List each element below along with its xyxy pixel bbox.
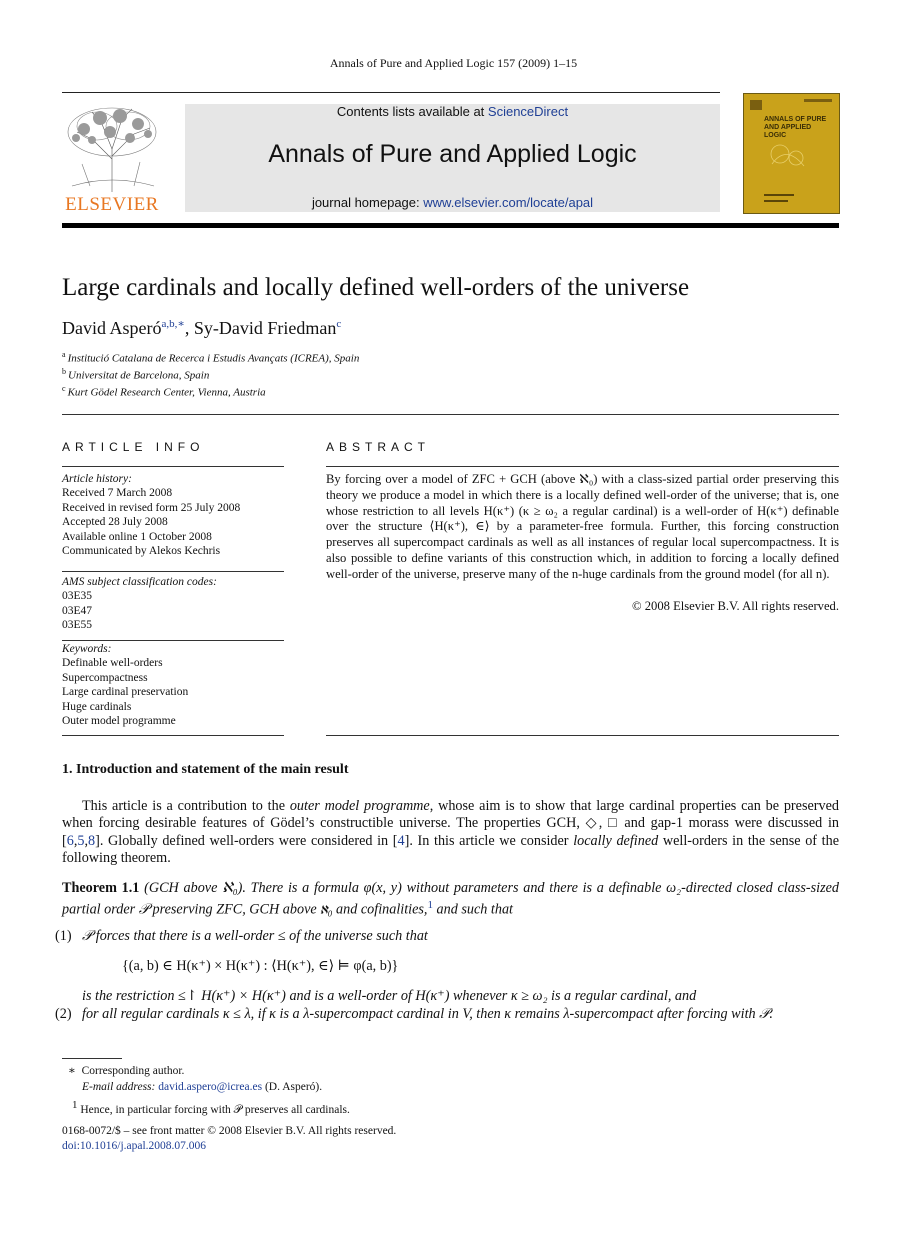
section-heading: 1. Introduction and statement of the main result <box>62 762 349 777</box>
article-info-heading: ARTICLE INFO <box>62 440 205 454</box>
citation-link[interactable]: 6 <box>66 832 74 849</box>
item-number: (1) <box>55 928 72 944</box>
keyword: Large cardinal preservation <box>62 686 189 699</box>
contents-line: Contents lists available at ScienceDirect <box>336 104 569 119</box>
top-rule <box>62 92 720 93</box>
footnote-email: E-mail address: david.aspero@icrea.es (D. Asperó). <box>82 1081 323 1093</box>
info-rule <box>62 735 284 736</box>
history-item: Communicated by Alekos Kechris <box>62 545 221 558</box>
keyword: Definable well-orders <box>62 657 163 670</box>
item-text-continued: is the restriction ≤↾ H(κ⁺) × H(κ⁺) and is a well-order of H(κ⁺) whenever κ ≥ ω₂ is a regular cardinal, and <box>82 988 697 1004</box>
history-item: Received 7 March 2008 <box>62 487 173 500</box>
abstract-text: By forcing over a model of ZFC + GCH (above ℵ₀) with a class-sized partial order preserving this theory we produce a model in which there is a locally defined well-order of the universe; that is, one whose restriction to all levels H(κ⁺) (κ ≥ ω₂ a regular cardinal) is a well-order of H(κ⁺) definable over the structure ⟨H(κ⁺), ∈⟩ by a parameter-free formula. Further, this forcing construction preserves all supercompact cardinals as well as all instances of regular local supercompactness. It is also possible to define variants of this construction which, in addition to forcing a locally defined well-order of the universe, preserve many of the n-huge cardinals from the ground model (for all n). <box>326 472 839 581</box>
abstract-rule <box>326 466 839 467</box>
doi-link[interactable]: doi:10.1016/j.apal.2008.07.006 <box>62 1140 207 1152</box>
keyword: Huge cardinals <box>62 700 132 713</box>
affiliation-a: $^a$ Institució Catalana de Recerca i Estudis Avançats (ICREA), Spain <box>62 350 360 365</box>
elsevier-wordmark: ELSEVIER <box>65 194 159 215</box>
author-2-marks[interactable]: c <box>336 318 342 330</box>
citation-link[interactable]: 5 <box>77 832 85 849</box>
citation-link[interactable]: 4 <box>397 832 405 849</box>
tree-icon <box>62 104 162 192</box>
footnote-ref[interactable]: 1 <box>427 899 433 912</box>
running-head: Annals of Pure and Applied Logic 157 (2009) 1–15 <box>329 56 578 70</box>
journal-cover-image[interactable] <box>743 93 840 214</box>
article-title: Large cardinals and locally defined well-orders of the universe <box>62 274 690 301</box>
cover-title: ANNALS OF PURE AND APPLIED LOGIC <box>764 116 827 139</box>
footnote-corresponding: ∗ Corresponding author. <box>68 1065 185 1077</box>
abstract-heading: ABSTRACT <box>326 440 431 454</box>
homepage-line: journal homepage: www.elsevier.com/locate/apal <box>311 195 594 210</box>
footnote-1: $^1$ Hence, in particular forcing with 𝒫 preserves all cardinals. <box>72 1099 350 1116</box>
abstract-copyright: © 2008 Elsevier B.V. All rights reserved. <box>632 599 839 613</box>
display-formula: {(a, b) ∈ H(κ⁺) × H(κ⁺) : ⟨H(κ⁺), ∈⟩ ⊨ φ(a, b)} <box>122 958 399 974</box>
item-number: (2) <box>55 1006 72 1022</box>
info-rule <box>62 571 284 572</box>
author-1[interactable]: David Asperó <box>62 318 162 338</box>
ams-code: 03E47 <box>62 604 93 617</box>
history-item: Accepted 28 July 2008 <box>62 516 168 529</box>
author-2[interactable]: Sy-David Friedman <box>193 318 337 338</box>
separator-rule <box>62 414 839 415</box>
affiliation-c: $^c$ Kurt Gödel Research Center, Vienna, Austria <box>62 384 266 399</box>
keyword: Supercompactness <box>62 671 148 684</box>
citation-link[interactable]: 8 <box>88 832 96 849</box>
info-rule <box>62 466 284 467</box>
abstract-rule <box>326 735 839 736</box>
footnote-rule <box>62 1058 122 1059</box>
cover-decoration-icon <box>744 94 839 213</box>
issn-line: 0168-0072/$ – see front matter © 2008 Elsevier B.V. All rights reserved. <box>62 1125 397 1137</box>
keywords: Keywords: Definable well-orders Supercompactness Large cardinal preservation Huge cardinals Outer model programme <box>62 642 284 728</box>
theorem-label: Theorem 1.1 <box>62 880 140 896</box>
email-link[interactable]: david.aspero@icrea.es <box>158 1081 263 1093</box>
article-history: Article history: Received 7 March 2008 Received in revised form 25 July 2008 Accepted 28 July 2008 Available online 1 October 2008 Communicated by Alekos Kechris <box>62 472 284 558</box>
masthead-thick-rule <box>62 223 839 228</box>
author-line: David Asperó$^{a,b,∗}$, Sy-David Friedman$^c$ <box>62 318 342 338</box>
sciencedirect-link[interactable]: ScienceDirect <box>487 104 569 119</box>
ams-codes: AMS subject classification codes: 03E35 03E47 03E55 <box>62 575 284 633</box>
info-rule <box>62 640 284 641</box>
history-item: Available online 1 October 2008 <box>62 530 212 543</box>
item-text: for all regular cardinals κ ≤ λ, if κ is a λ-supercompact cardinal in V, then κ remains λ-supercompact after forcing with 𝒫. <box>82 1006 773 1022</box>
author-1-marks[interactable]: a,b,∗ <box>161 318 185 330</box>
intro-paragraph: This article is a contribution to the outer model programme, whose aim is to show that large cardinal properties can be preserved when forcing desirable features of Gödel’s constructible universe. The properties GCH, ◇, □ and gap-1 morass were discussed in [6,5,8]. Globally defined well-orders were considered in [4]. In this article we consider locally defined well-orders in the sense of the following theorem. <box>62 798 839 866</box>
theorem-statement: Theorem 1.1 (GCH above ℵ₀). There is a formula φ(x, y) without parameters and there is a definable ω₂-directed closed class-sized partial order 𝒫 preserving ZFC, GCH above ℵ₀ and cofinalities,$^1$ and such that <box>62 880 839 919</box>
keyword: Outer model programme <box>62 715 176 728</box>
ams-code: 03E55 <box>62 619 93 632</box>
homepage-link[interactable]: www.elsevier.com/locate/apal <box>423 195 594 210</box>
affiliation-b: $^b$ Universitat de Barcelona, Spain <box>62 367 210 382</box>
item-text: 𝒫 forces that there is a well-order ≤ of the universe such that <box>82 928 428 944</box>
history-item: Received in revised form 25 July 2008 <box>62 501 241 514</box>
journal-title: Annals of Pure and Applied Logic <box>268 140 637 168</box>
ams-code: 03E35 <box>62 590 93 603</box>
